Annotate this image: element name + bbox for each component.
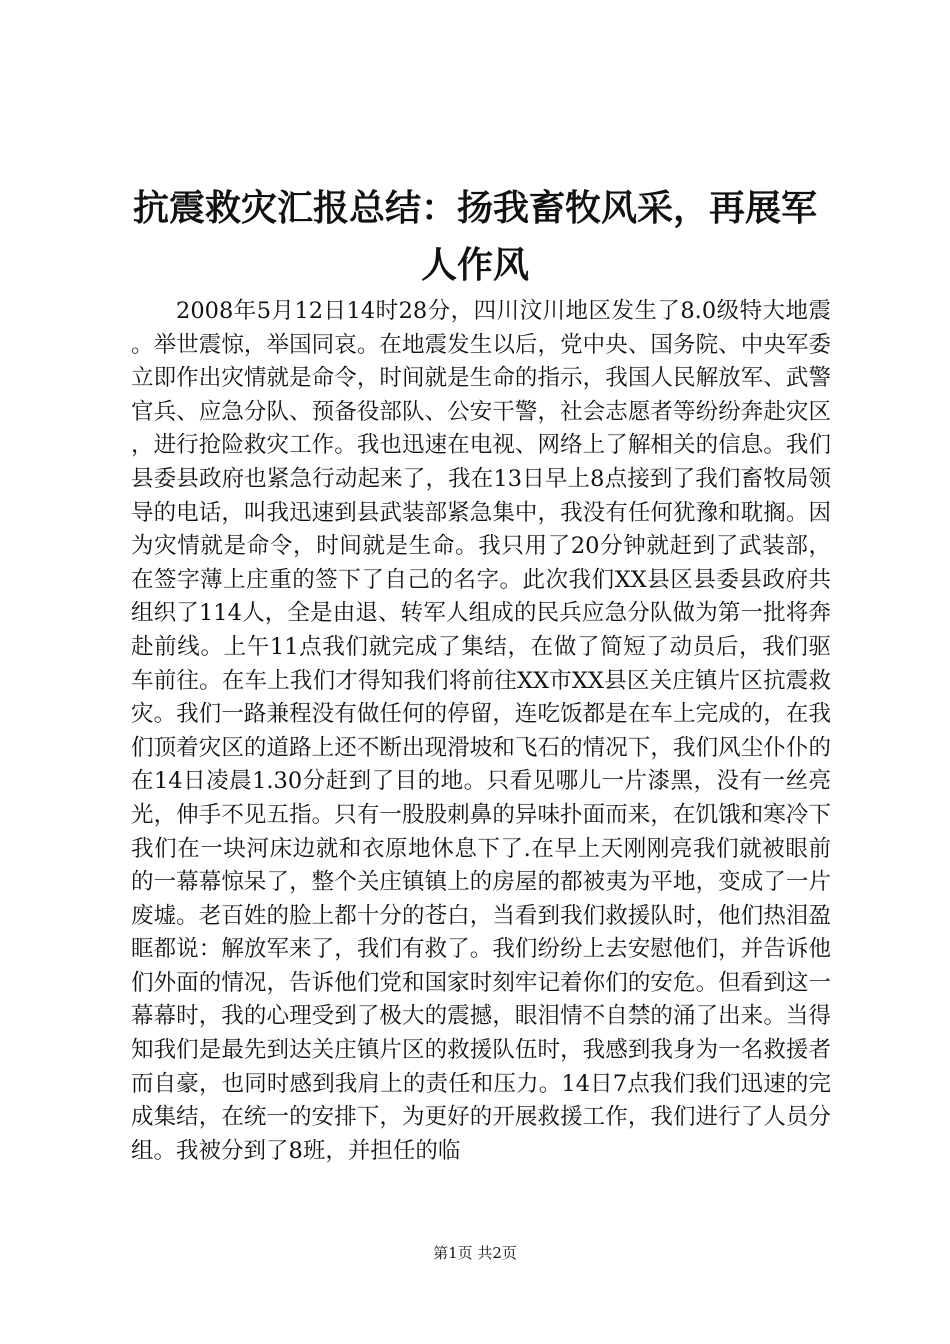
body-paragraph: 2008年5月12日14时28分，四川汶川地区发生了8.0级特大地震。举世震惊，举国同哀。在地震发生以后，党中央、国务院、中央军委立即作出灾情就是命令，时间就是生命的指示，我国人民解放军、武警官兵、应急分队、预备役部队、公安干警，社会志愿者等纷纷奔赴灾区，进行抢险救灾工作。我也迅速在电视、网络上了解相关的信息。我们县委县政府也紧急行动起来了，我在13日早上8点接到了我们畜牧局领导的电话，叫我迅速到县武装部紧急集中，我没有任何犹豫和耽搁。因为灾情就是命令，时间就是生命。我只用了20分钟就赶到了武装部，在签字薄上庄重的签下了自己的名字。此次我们XX县区县委县政府共组织了114人，全是由退、转军人组成的民兵应急分队做为第一批将奔赴前线。上午11点我们就完成了集结，在做了简短了动员后，我们驱车前往。在车上我们才得知我们将前往XX市XX县区关庄镇片区抗震救灾。我们一路兼程没有做任何的停留，连吃饭都是在车上完成的，在我们顶着灾区的道路上还不断出现滑坡和飞石的情况下，我们风尘仆仆的在14日凌晨1.30分赶到了目的地。只看见哪儿一片漆黑，没有一丝亮光，伸手不见五指。只有一股股刺鼻的异味扑面而来，在饥饿和寒冷下我们在一块河床边就和衣原地休息下了.在早上天刚刚亮我们就被眼前的一幕幕惊呆了，整个关庄镇镇上的房屋的都被夷为平地，变成了一片废墟。老百姓的脸上都十分的苍白，当看到我们救援队时，他们热泪盈眶都说：解放军来了，我们有救了。我们纷纷上去安慰他们，并告诉他们外面的情况，告诉他们党和国家时刻牢记着你们的安危。但看到这一幕幕时，我的心理受到了极大的震撼，眼泪情不自禁的涌了出来。当得知我们是最先到达关庄镇片区的救援队伍时，我感到我身为一名救援者而自豪，也同时感到我肩上的责任和压力。14日7点我们我们迅速的完成集结，在统一的安排下，为更好的开展救援工作，我们进行了人员分组。我被分到了8班，并担任的临 [131,298,831,1164]
page-number-footer: 第1页 共2页 [433,1244,517,1262]
document-title: 抗震救灾汇报总结：扬我畜牧风采，再展军人作风 [132,187,817,286]
